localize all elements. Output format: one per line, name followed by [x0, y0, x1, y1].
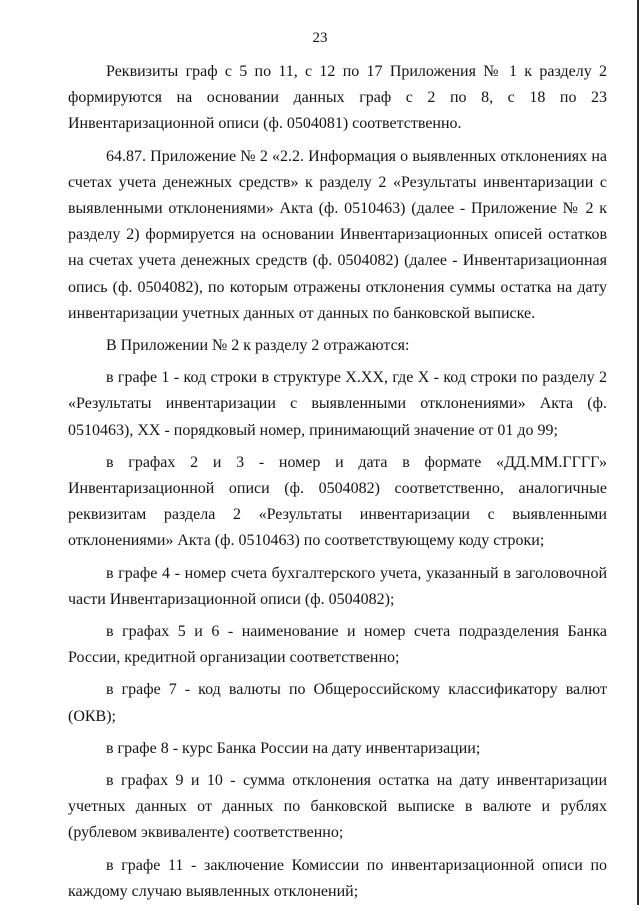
page-number: 23: [312, 30, 328, 46]
paragraph: в графах 5 и 6 - наименование и номер счета подразделения Банка России, кредитной организации соответственно;: [68, 623, 607, 667]
paragraph: в графе 11 - заключение Комиссии по инвентаризационной описи по каждому случаю выявленных отклонений;: [68, 856, 607, 900]
paragraph: 64.87. Приложение № 2 «2.2. Информация о выявленных отклонениях на счетах учета денежных средств» к разделу 2 «Результаты инвентаризации с выявленными отклонениями» Акта (ф. 0510463) (далее - Приложение № 2 к разделу 2) формируется на основании Инвентаризационных описей остатков на счетах учета денежных средств (ф. 0504082) (далее - Инвентаризационная опись (ф. 0504082), по которым отражены отклонения суммы остатка на дату инвентаризации учетных данных от данных по банковской выписке.: [68, 147, 607, 322]
paragraph: в графах 2 и 3 - номер и дата в формате «ДД.ММ.ГГГГ» Инвентаризационной описи (ф. 0504082) соответственно, аналогичные реквизитам раздела 2 «Результаты инвентаризации с выявленными отклонениями» Акта (ф. 0510463) по соответствующему коду строки;: [68, 453, 607, 550]
paragraph: в графе 8 - курс Банка России на дату инвентаризации;: [106, 739, 481, 757]
paragraph: В Приложении № 2 к разделу 2 отражаются:: [106, 337, 410, 355]
page-edge: [637, 0, 639, 905]
paragraph: в графе 1 - код строки в структуре Х.ХХ, где Х - код строки по разделу 2 «Результаты инвентаризации с выявленными отклонениями» Акта (ф. 0510463), ХХ - порядковый номер, принимающий значение от 01 до 99;: [68, 369, 607, 439]
paragraph: Реквизиты граф с 5 по 11, с 12 по 17 Приложения № 1 к разделу 2 формируются на основании данных граф с 2 по 8, с 18 по 23 Инвентаризационной описи (ф. 0504081) соответственно.: [68, 63, 607, 133]
paragraph: в графах 9 и 10 - сумма отклонения остатка на дату инвентаризации учетных данных от данных по банковской выписке в валюте и рублях (рублевом эквиваленте) соответственно;: [68, 772, 607, 842]
document-body: [68, 59, 607, 911]
paragraph: в графе 4 - номер счета бухгалтерского учета, указанный в заголовочной части Инвентаризационной описи (ф. 0504082);: [68, 564, 607, 608]
paragraph: в графе 7 - код валюты по Общероссийскому классификатору валют (ОКВ);: [68, 681, 607, 725]
